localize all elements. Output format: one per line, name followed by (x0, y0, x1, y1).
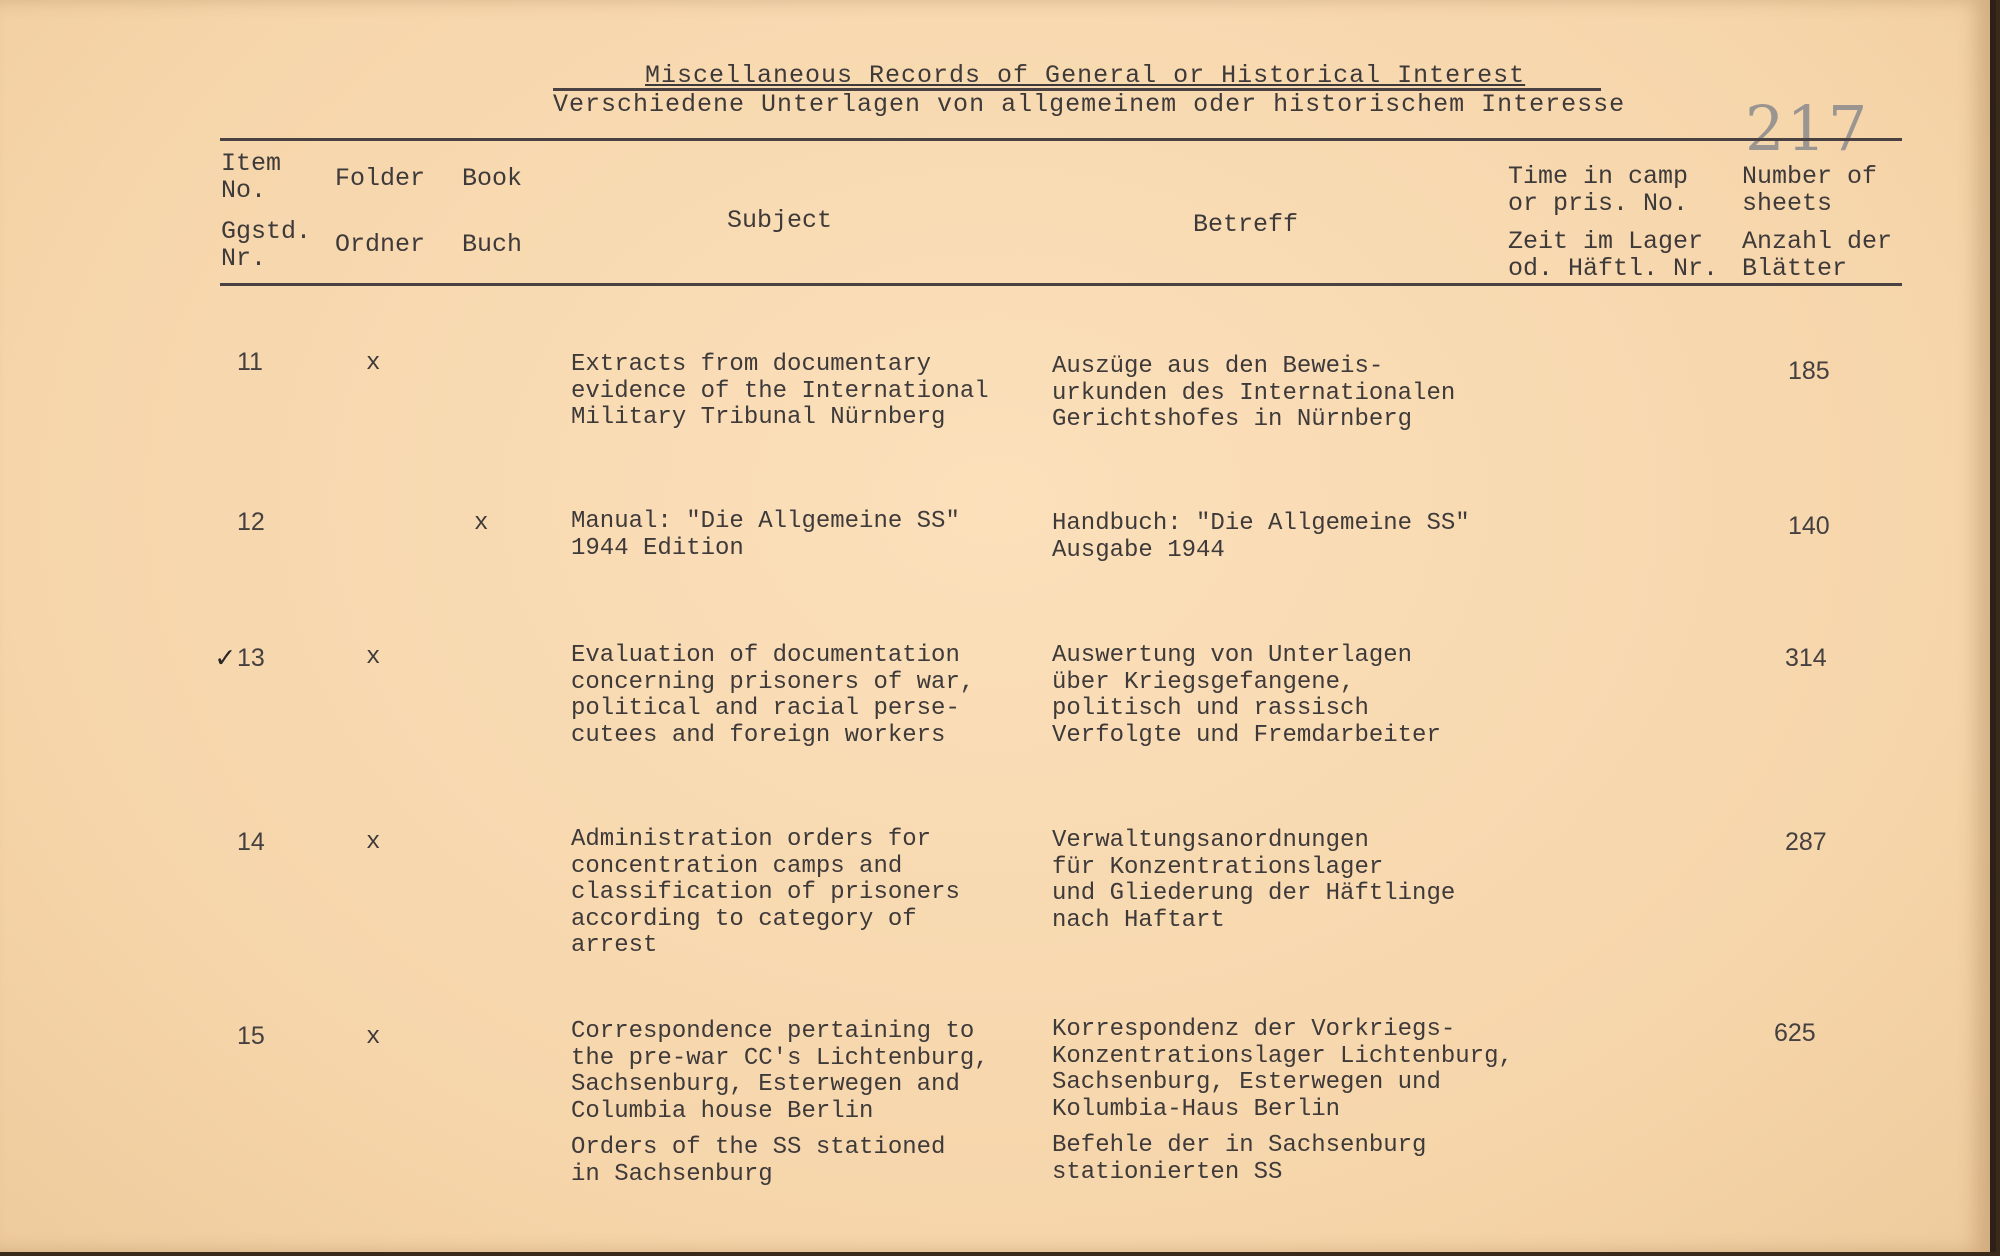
checkmark-icon: ✓ (216, 643, 235, 677)
sheet-count: 140 (1788, 512, 1830, 540)
header-book-de: Buch (462, 230, 523, 259)
betreff-text: Auszüge aus den Beweis- urkunden des Internationalen Gerichtshofes in Nürnberg (1052, 353, 1456, 433)
title-underline (553, 88, 1601, 91)
subject-text: Evaluation of documentation concerning prisoners of war, political and racial perse- cutees and foreign workers (571, 642, 975, 749)
header-subject: Subject (727, 206, 833, 235)
sheet-count: 625 (1774, 1019, 1816, 1047)
header-time-de: Zeit im Lager od. Häftl. Nr. (1508, 227, 1719, 283)
betreff-text: Korrespondenz der Vorkriegs- Konzentrationslager Lichtenburg, Sachsenburg, Esterwegen und Kolumbia-Haus Berlin (1052, 1016, 1513, 1123)
item-number: 15 (237, 1022, 265, 1050)
folder-mark: x (366, 1024, 381, 1051)
title-english: Miscellaneous Records of General or Historical Interest (645, 61, 1526, 90)
subject-text-secondary: Orders of the SS stationed in Sachsenburg (571, 1134, 946, 1188)
subject-text: Administration orders for concentration camps and classification of prisoners according to category of arrest (571, 826, 960, 959)
page-number: 217 (1745, 92, 1870, 165)
header-item: Item No. (221, 149, 282, 205)
folder-mark: x (366, 350, 381, 377)
betreff-text-secondary: Befehle der in Sachsenburg stationierten SS (1052, 1132, 1427, 1186)
folder-mark: x (366, 644, 381, 671)
header-time: Time in camp or pris. No. (1508, 162, 1689, 218)
item-number: 12 (237, 508, 265, 536)
betreff-text: Handbuch: "Die Allgemeine SS" Ausgabe 1944 (1052, 510, 1470, 564)
book-mark: x (474, 510, 489, 537)
item-number: 11 (237, 348, 263, 376)
header-book: Book (462, 164, 523, 193)
sheet-count: 314 (1785, 644, 1827, 672)
folder-mark: x (366, 829, 381, 856)
header-folder: Folder (335, 164, 426, 193)
header-sheets: Number of sheets (1742, 162, 1878, 218)
header-bottom-rule (220, 283, 1902, 286)
header-item-de: Ggstd. Nr. (221, 217, 312, 273)
header-betreff: Betreff (1193, 210, 1299, 239)
header-top-rule (220, 138, 1902, 141)
item-number: 14 (237, 828, 265, 856)
subject-text: Correspondence pertaining to the pre-war CC's Lichtenburg, Sachsenburg, Esterwegen and Columbia house Berlin (571, 1018, 989, 1125)
sheet-count: 287 (1785, 828, 1827, 856)
subject-text: Manual: "Die Allgemeine SS" 1944 Edition (571, 508, 960, 562)
title-german: Verschiedene Unterlagen von allgemeinem oder historischem Interesse (553, 90, 1626, 119)
header-folder-de: Ordner (335, 230, 426, 259)
header-sheets-de: Anzahl der Blätter (1742, 227, 1893, 283)
sheet-count: 185 (1788, 357, 1830, 385)
betreff-text: Auswertung von Unterlagen über Kriegsgefangene, politisch und rassisch Verfolgte und Fremdarbeiter (1052, 642, 1441, 749)
subject-text: Extracts from documentary evidence of the International Military Tribunal Nürnberg (571, 351, 989, 431)
betreff-text: Verwaltungsanordnungen für Konzentrationslager und Gliederung der Häftlinge nach Haftart (1052, 827, 1456, 934)
item-number: 13 (237, 644, 265, 672)
